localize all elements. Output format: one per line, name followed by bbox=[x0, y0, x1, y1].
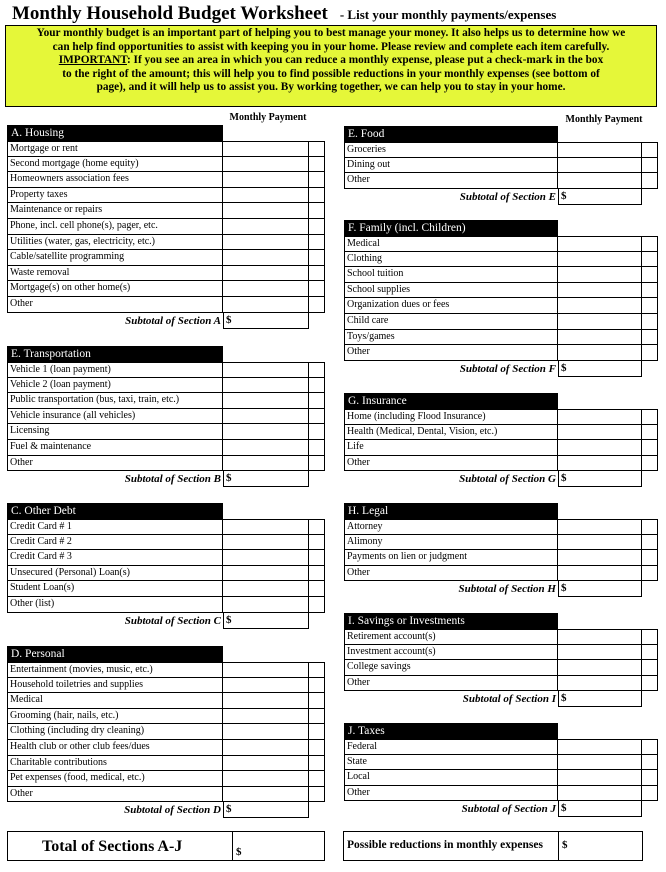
section-f-title: F. Family (incl. Children) bbox=[344, 220, 558, 236]
section-a-title: A. Housing bbox=[7, 125, 223, 141]
reduction-checkbox[interactable] bbox=[642, 755, 658, 771]
table-row bbox=[344, 252, 658, 268]
monthly-payment-field[interactable] bbox=[558, 283, 642, 299]
monthly-payment-field[interactable] bbox=[223, 281, 309, 297]
expense-label: Mortgage or rent bbox=[7, 141, 223, 157]
expense-label: Other bbox=[7, 297, 223, 313]
monthly-payment-field[interactable] bbox=[223, 141, 309, 157]
table-row bbox=[344, 298, 658, 314]
monthly-payment-field[interactable] bbox=[558, 645, 642, 661]
table-row bbox=[7, 740, 325, 756]
subtotal-amount-field[interactable]: $ bbox=[558, 801, 642, 817]
monthly-payment-field[interactable] bbox=[223, 597, 309, 613]
table-row bbox=[344, 425, 658, 441]
reduction-checkbox[interactable] bbox=[309, 409, 325, 425]
section-h-title: H. Legal bbox=[344, 503, 558, 519]
monthly-payment-field[interactable] bbox=[223, 235, 309, 251]
reduction-checkbox[interactable] bbox=[642, 283, 658, 299]
monthly-payment-field[interactable] bbox=[223, 424, 309, 440]
section-d-title: D. Personal bbox=[7, 646, 223, 662]
reduction-checkbox[interactable] bbox=[642, 629, 658, 645]
table-row bbox=[344, 645, 658, 661]
subtotal-amount-field[interactable]: $ bbox=[558, 691, 642, 707]
expense-label: Utilities (water, gas, electricity, etc.) bbox=[7, 235, 223, 251]
subtotal-amount-field[interactable]: $ bbox=[558, 471, 642, 487]
table-row bbox=[7, 519, 325, 535]
subtotal-row bbox=[344, 361, 642, 377]
reduction-checkbox[interactable] bbox=[309, 581, 325, 597]
monthly-payment-field[interactable] bbox=[558, 755, 642, 771]
expense-label: Other bbox=[344, 786, 558, 802]
reduction-checkbox[interactable] bbox=[309, 157, 325, 173]
expense-label: Attorney bbox=[344, 519, 558, 535]
monthly-payment-field[interactable] bbox=[558, 330, 642, 346]
expense-label: Credit Card # 3 bbox=[7, 550, 223, 566]
total-sections-amount[interactable]: $ bbox=[232, 832, 325, 860]
page-title: Monthly Household Budget Worksheet bbox=[12, 3, 328, 24]
table-row bbox=[7, 409, 325, 425]
expense-label: Mortgage(s) on other home(s) bbox=[7, 281, 223, 297]
expense-label: Retirement account(s) bbox=[344, 629, 558, 645]
monthly-payment-field[interactable] bbox=[558, 252, 642, 268]
table-row bbox=[7, 535, 325, 551]
total-sections-box bbox=[7, 831, 325, 861]
expense-label: Alimony bbox=[344, 535, 558, 551]
reduction-checkbox[interactable] bbox=[642, 739, 658, 755]
expense-label: Vehicle 2 (loan payment) bbox=[7, 378, 223, 394]
banner-line: page), and it will help us to assist you. By working together, we can help you to stay in your home. bbox=[96, 81, 566, 93]
monthly-payment-field[interactable] bbox=[558, 660, 642, 676]
subtotal-label: Subtotal of Section D bbox=[124, 804, 221, 817]
instructions-banner bbox=[5, 25, 657, 107]
monthly-payment-field[interactable] bbox=[223, 678, 309, 694]
section-j-title: J. Taxes bbox=[344, 723, 558, 739]
reduction-checkbox[interactable] bbox=[642, 252, 658, 268]
monthly-payment-header-right: Monthly Payment bbox=[565, 114, 643, 125]
monthly-payment-field[interactable] bbox=[558, 535, 642, 551]
reduction-checkbox[interactable] bbox=[309, 188, 325, 204]
table-row bbox=[344, 566, 658, 582]
expense-label: School tuition bbox=[344, 267, 558, 283]
expense-label: Other bbox=[7, 787, 223, 803]
table-row bbox=[7, 235, 325, 251]
expense-label: Cable/satellite programming bbox=[7, 250, 223, 266]
monthly-payment-field[interactable] bbox=[558, 409, 642, 425]
expense-label: Other bbox=[344, 566, 558, 582]
table-row bbox=[344, 330, 658, 346]
expense-label: Household toiletries and supplies bbox=[7, 678, 223, 694]
expense-label: Dining out bbox=[344, 158, 558, 174]
expense-label: Fuel & maintenance bbox=[7, 440, 223, 456]
subtotal-label: Subtotal of Section G bbox=[459, 473, 556, 486]
reduction-checkbox[interactable] bbox=[309, 219, 325, 235]
expense-label: Homeowners association fees bbox=[7, 172, 223, 188]
table-row bbox=[344, 739, 658, 755]
table-row bbox=[344, 283, 658, 299]
expense-label: Other bbox=[344, 345, 558, 361]
monthly-payment-field[interactable] bbox=[223, 172, 309, 188]
expense-label: School supplies bbox=[344, 283, 558, 299]
reduction-checkbox[interactable] bbox=[309, 709, 325, 725]
table-row bbox=[344, 173, 658, 189]
monthly-payment-field[interactable] bbox=[223, 550, 309, 566]
reduction-checkbox[interactable] bbox=[642, 267, 658, 283]
reduction-checkbox[interactable] bbox=[642, 645, 658, 661]
monthly-payment-field[interactable] bbox=[558, 770, 642, 786]
expense-label: Vehicle 1 (loan payment) bbox=[7, 362, 223, 378]
monthly-payment-field[interactable] bbox=[223, 535, 309, 551]
monthly-payment-field[interactable] bbox=[223, 740, 309, 756]
banner-line-rest: : If you see an area in which you can reduce a monthly expense, please put a check-mark in the box bbox=[126, 54, 604, 66]
monthly-payment-field[interactable] bbox=[223, 409, 309, 425]
monthly-payment-field[interactable] bbox=[223, 724, 309, 740]
expense-label: Other bbox=[344, 173, 558, 189]
table-row bbox=[7, 219, 325, 235]
table-row bbox=[7, 693, 325, 709]
expense-label: Payments on lien or judgment bbox=[344, 550, 558, 566]
table-row bbox=[7, 597, 325, 613]
monthly-payment-field[interactable] bbox=[558, 298, 642, 314]
reduction-checkbox[interactable] bbox=[309, 172, 325, 188]
reduction-checkbox[interactable] bbox=[309, 378, 325, 394]
table-row bbox=[7, 250, 325, 266]
subtotal-row bbox=[7, 802, 309, 818]
monthly-payment-field[interactable] bbox=[223, 266, 309, 282]
section-g-title: G. Insurance bbox=[344, 393, 558, 409]
table-row bbox=[344, 676, 658, 692]
subtotal-amount-field[interactable]: $ bbox=[558, 581, 642, 597]
table-row bbox=[7, 456, 325, 472]
monthly-payment-field[interactable] bbox=[223, 693, 309, 709]
monthly-payment-field[interactable] bbox=[558, 236, 642, 252]
table-row bbox=[344, 314, 658, 330]
subtotal-label: Subtotal of Section H bbox=[458, 583, 556, 596]
expense-label: Child care bbox=[344, 314, 558, 330]
table-row bbox=[344, 236, 658, 252]
table-row bbox=[344, 660, 658, 676]
reduction-checkbox[interactable] bbox=[309, 740, 325, 756]
reduction-checkbox[interactable] bbox=[642, 456, 658, 472]
monthly-payment-field[interactable] bbox=[223, 709, 309, 725]
expense-label: Waste removal bbox=[7, 266, 223, 282]
expense-label: Entertainment (movies, music, etc.) bbox=[7, 662, 223, 678]
reduction-checkbox[interactable] bbox=[642, 519, 658, 535]
banner-line: Your monthly budget is an important part of helping you to best manage your money. It also helps us to determine how we bbox=[36, 27, 626, 39]
expense-label: Health (Medical, Dental, Vision, etc.) bbox=[344, 425, 558, 441]
subtotal-row bbox=[344, 189, 642, 205]
table-row bbox=[7, 771, 325, 787]
monthly-payment-field[interactable] bbox=[558, 550, 642, 566]
monthly-payment-field[interactable] bbox=[558, 629, 642, 645]
table-row bbox=[7, 662, 325, 678]
monthly-payment-field[interactable] bbox=[223, 787, 309, 803]
reduction-checkbox[interactable] bbox=[309, 693, 325, 709]
table-row bbox=[7, 424, 325, 440]
possible-reductions-amount[interactable]: $ bbox=[558, 832, 643, 860]
reduction-checkbox[interactable] bbox=[309, 393, 325, 409]
subtotal-label: Subtotal of Section A bbox=[125, 314, 221, 327]
reduction-checkbox[interactable] bbox=[642, 236, 658, 252]
subtotal-amount-field[interactable]: $ bbox=[223, 613, 309, 629]
subtotal-label: Subtotal of Section J bbox=[461, 803, 556, 816]
monthly-payment-field[interactable] bbox=[223, 756, 309, 772]
reduction-checkbox[interactable] bbox=[642, 314, 658, 330]
subtotal-row bbox=[7, 471, 309, 487]
expense-label: Grooming (hair, nails, etc.) bbox=[7, 709, 223, 725]
reduction-checkbox[interactable] bbox=[309, 235, 325, 251]
subtotal-row bbox=[344, 801, 642, 817]
monthly-payment-field[interactable] bbox=[558, 440, 642, 456]
monthly-payment-field[interactable] bbox=[223, 456, 309, 472]
expense-label: Phone, incl. cell phone(s), pager, etc. bbox=[7, 219, 223, 235]
table-row bbox=[7, 266, 325, 282]
reduction-checkbox[interactable] bbox=[309, 266, 325, 282]
monthly-payment-field[interactable] bbox=[558, 314, 642, 330]
reduction-checkbox[interactable] bbox=[309, 141, 325, 157]
subtotal-row bbox=[7, 313, 309, 329]
table-row bbox=[344, 345, 658, 361]
expense-label: Toys/games bbox=[344, 330, 558, 346]
expense-label: Home (including Flood Insurance) bbox=[344, 409, 558, 425]
banner-line bbox=[6, 54, 656, 68]
expense-label: Groceries bbox=[344, 142, 558, 158]
expense-label: Life bbox=[344, 440, 558, 456]
monthly-payment-field[interactable] bbox=[558, 519, 642, 535]
monthly-payment-field[interactable] bbox=[223, 297, 309, 313]
table-row bbox=[7, 172, 325, 188]
reduction-checkbox[interactable] bbox=[309, 756, 325, 772]
reduction-checkbox[interactable] bbox=[309, 724, 325, 740]
table-row bbox=[344, 550, 658, 566]
expense-label: Second mortgage (home equity) bbox=[7, 157, 223, 173]
monthly-payment-field[interactable] bbox=[223, 519, 309, 535]
table-row bbox=[7, 581, 325, 597]
reduction-checkbox[interactable] bbox=[642, 173, 658, 189]
monthly-payment-field[interactable] bbox=[223, 440, 309, 456]
monthly-payment-header-left: Monthly Payment bbox=[229, 112, 307, 123]
reduction-checkbox[interactable] bbox=[642, 158, 658, 174]
subtotal-label: Subtotal of Section C bbox=[124, 614, 221, 627]
table-row bbox=[7, 787, 325, 803]
monthly-payment-field[interactable] bbox=[558, 456, 642, 472]
expense-label: Credit Card # 1 bbox=[7, 519, 223, 535]
subtotal-label: Subtotal of Section F bbox=[459, 362, 556, 375]
subtotal-amount-field[interactable]: $ bbox=[223, 471, 309, 487]
reduction-checkbox[interactable] bbox=[309, 550, 325, 566]
reduction-checkbox[interactable] bbox=[642, 770, 658, 786]
table-row bbox=[7, 362, 325, 378]
expense-label: Investment account(s) bbox=[344, 645, 558, 661]
expense-label: Medical bbox=[7, 693, 223, 709]
expense-label: Other bbox=[344, 676, 558, 692]
expense-label: Maintenance or repairs bbox=[7, 203, 223, 219]
expense-label: Health club or other club fees/dues bbox=[7, 740, 223, 756]
page-title-bar bbox=[12, 3, 662, 25]
expense-label: Charitable contributions bbox=[7, 756, 223, 772]
expense-label: Student Loan(s) bbox=[7, 581, 223, 597]
reduction-checkbox[interactable] bbox=[309, 771, 325, 787]
expense-label: Organization dues or fees bbox=[344, 298, 558, 314]
reduction-checkbox[interactable] bbox=[309, 281, 325, 297]
expense-label: Clothing (including dry cleaning) bbox=[7, 724, 223, 740]
reduction-checkbox[interactable] bbox=[309, 456, 325, 472]
monthly-payment-field[interactable] bbox=[558, 158, 642, 174]
table-row bbox=[7, 141, 325, 157]
reduction-checkbox[interactable] bbox=[309, 662, 325, 678]
expense-label: College savings bbox=[344, 660, 558, 676]
banner-line: to the right of the amount; this will help you to find possible reductions in your monthly expenses (see bottom of bbox=[62, 67, 600, 80]
subtotal-row bbox=[344, 581, 642, 597]
reduction-checkbox[interactable] bbox=[309, 597, 325, 613]
monthly-payment-field[interactable] bbox=[223, 362, 309, 378]
table-row bbox=[344, 535, 658, 551]
expense-label: Licensing bbox=[7, 424, 223, 440]
reduction-checkbox[interactable] bbox=[642, 440, 658, 456]
subtotal-label: Subtotal of Section E bbox=[459, 190, 556, 203]
monthly-payment-field[interactable] bbox=[223, 393, 309, 409]
reduction-checkbox[interactable] bbox=[309, 535, 325, 551]
expense-label: Clothing bbox=[344, 252, 558, 268]
monthly-payment-field[interactable] bbox=[558, 173, 642, 189]
table-row bbox=[7, 566, 325, 582]
expense-label: State bbox=[344, 755, 558, 771]
monthly-payment-field[interactable] bbox=[223, 157, 309, 173]
expense-label: Other bbox=[7, 456, 223, 472]
reduction-checkbox[interactable] bbox=[309, 203, 325, 219]
subtotal-amount-field[interactable]: $ bbox=[558, 189, 642, 205]
table-row bbox=[7, 281, 325, 297]
table-row bbox=[344, 770, 658, 786]
section-b-title: E. Transportation bbox=[7, 346, 223, 362]
table-row bbox=[7, 440, 325, 456]
reduction-checkbox[interactable] bbox=[642, 298, 658, 314]
expense-label: Vehicle insurance (all vehicles) bbox=[7, 409, 223, 425]
table-row bbox=[344, 456, 658, 472]
table-row bbox=[7, 188, 325, 204]
monthly-payment-field[interactable] bbox=[223, 662, 309, 678]
reduction-checkbox[interactable] bbox=[642, 550, 658, 566]
reduction-checkbox[interactable] bbox=[309, 424, 325, 440]
monthly-payment-field[interactable] bbox=[558, 425, 642, 441]
reduction-checkbox[interactable] bbox=[642, 345, 658, 361]
expense-label: Credit Card # 2 bbox=[7, 535, 223, 551]
table-row bbox=[344, 142, 658, 158]
expense-label: Medical bbox=[344, 236, 558, 252]
reduction-checkbox[interactable] bbox=[309, 440, 325, 456]
monthly-payment-field[interactable] bbox=[558, 267, 642, 283]
expense-label: Unsecured (Personal) Loan(s) bbox=[7, 566, 223, 582]
reduction-checkbox[interactable] bbox=[309, 678, 325, 694]
table-row bbox=[7, 203, 325, 219]
table-row bbox=[7, 678, 325, 694]
table-row bbox=[7, 157, 325, 173]
monthly-payment-field[interactable] bbox=[558, 676, 642, 692]
reduction-checkbox[interactable] bbox=[309, 250, 325, 266]
expense-label: Pet expenses (food, medical, etc.) bbox=[7, 771, 223, 787]
subtotal-label: Subtotal of Section B bbox=[124, 473, 221, 486]
monthly-payment-field[interactable] bbox=[223, 188, 309, 204]
monthly-payment-field[interactable] bbox=[223, 566, 309, 582]
table-row bbox=[344, 519, 658, 535]
reduction-checkbox[interactable] bbox=[642, 786, 658, 802]
expense-label: Federal bbox=[344, 739, 558, 755]
reduction-checkbox[interactable] bbox=[642, 566, 658, 582]
reduction-checkbox[interactable] bbox=[642, 142, 658, 158]
subtotal-amount-field[interactable]: $ bbox=[223, 802, 309, 818]
reduction-checkbox[interactable] bbox=[309, 566, 325, 582]
expense-label: Public transportation (bus, taxi, train, etc.) bbox=[7, 393, 223, 409]
subtotal-amount-field[interactable]: $ bbox=[223, 313, 309, 329]
reduction-checkbox[interactable] bbox=[309, 297, 325, 313]
expense-label: Local bbox=[344, 770, 558, 786]
table-row bbox=[7, 709, 325, 725]
expense-label: Other bbox=[344, 456, 558, 472]
monthly-payment-field[interactable] bbox=[558, 739, 642, 755]
monthly-payment-field[interactable] bbox=[223, 203, 309, 219]
monthly-payment-field[interactable] bbox=[558, 345, 642, 361]
table-row bbox=[7, 724, 325, 740]
monthly-payment-field[interactable] bbox=[223, 250, 309, 266]
banner-line: can help find opportunities to assist with keeping you in your home. Please review and complete each item carefully. bbox=[52, 40, 610, 53]
table-row bbox=[344, 786, 658, 802]
subtotal-row bbox=[7, 613, 309, 629]
table-row bbox=[344, 440, 658, 456]
reduction-checkbox[interactable] bbox=[309, 519, 325, 535]
table-row bbox=[344, 629, 658, 645]
reduction-checkbox[interactable] bbox=[642, 409, 658, 425]
monthly-payment-field[interactable] bbox=[223, 378, 309, 394]
possible-reductions-label: Possible reductions in monthly expenses bbox=[347, 839, 543, 851]
table-row bbox=[344, 267, 658, 283]
section-i-title: I. Savings or Investments bbox=[344, 613, 558, 629]
reduction-checkbox[interactable] bbox=[642, 535, 658, 551]
table-row bbox=[344, 158, 658, 174]
reduction-checkbox[interactable] bbox=[642, 660, 658, 676]
page-subtitle: - List your monthly payments/expenses bbox=[339, 7, 557, 22]
monthly-payment-field[interactable] bbox=[558, 142, 642, 158]
reduction-checkbox[interactable] bbox=[309, 362, 325, 378]
table-row bbox=[7, 378, 325, 394]
table-row bbox=[7, 393, 325, 409]
table-row bbox=[7, 756, 325, 772]
subtotal-label: Subtotal of Section I bbox=[462, 693, 556, 706]
expense-label: Other (list) bbox=[7, 597, 223, 613]
section-c-title: C. Other Debt bbox=[7, 503, 223, 519]
subtotal-amount-field[interactable]: $ bbox=[558, 361, 642, 377]
table-row bbox=[7, 550, 325, 566]
table-row bbox=[7, 297, 325, 313]
monthly-payment-field[interactable] bbox=[223, 581, 309, 597]
monthly-payment-field[interactable] bbox=[223, 771, 309, 787]
monthly-payment-field[interactable] bbox=[558, 786, 642, 802]
monthly-payment-field[interactable] bbox=[223, 219, 309, 235]
section-e-title: E. Food bbox=[344, 126, 558, 142]
monthly-payment-field[interactable] bbox=[558, 566, 642, 582]
reduction-checkbox[interactable] bbox=[642, 676, 658, 692]
reduction-checkbox[interactable] bbox=[642, 425, 658, 441]
table-row bbox=[344, 409, 658, 425]
reduction-checkbox[interactable] bbox=[309, 787, 325, 803]
subtotal-row bbox=[344, 691, 642, 707]
important-label: IMPORTANT bbox=[58, 54, 127, 66]
subtotal-row bbox=[344, 471, 642, 487]
possible-reductions-box bbox=[343, 831, 643, 861]
expense-label: Property taxes bbox=[7, 188, 223, 204]
reduction-checkbox[interactable] bbox=[642, 330, 658, 346]
table-row bbox=[344, 755, 658, 771]
total-sections-label: Total of Sections A-J bbox=[42, 838, 183, 855]
